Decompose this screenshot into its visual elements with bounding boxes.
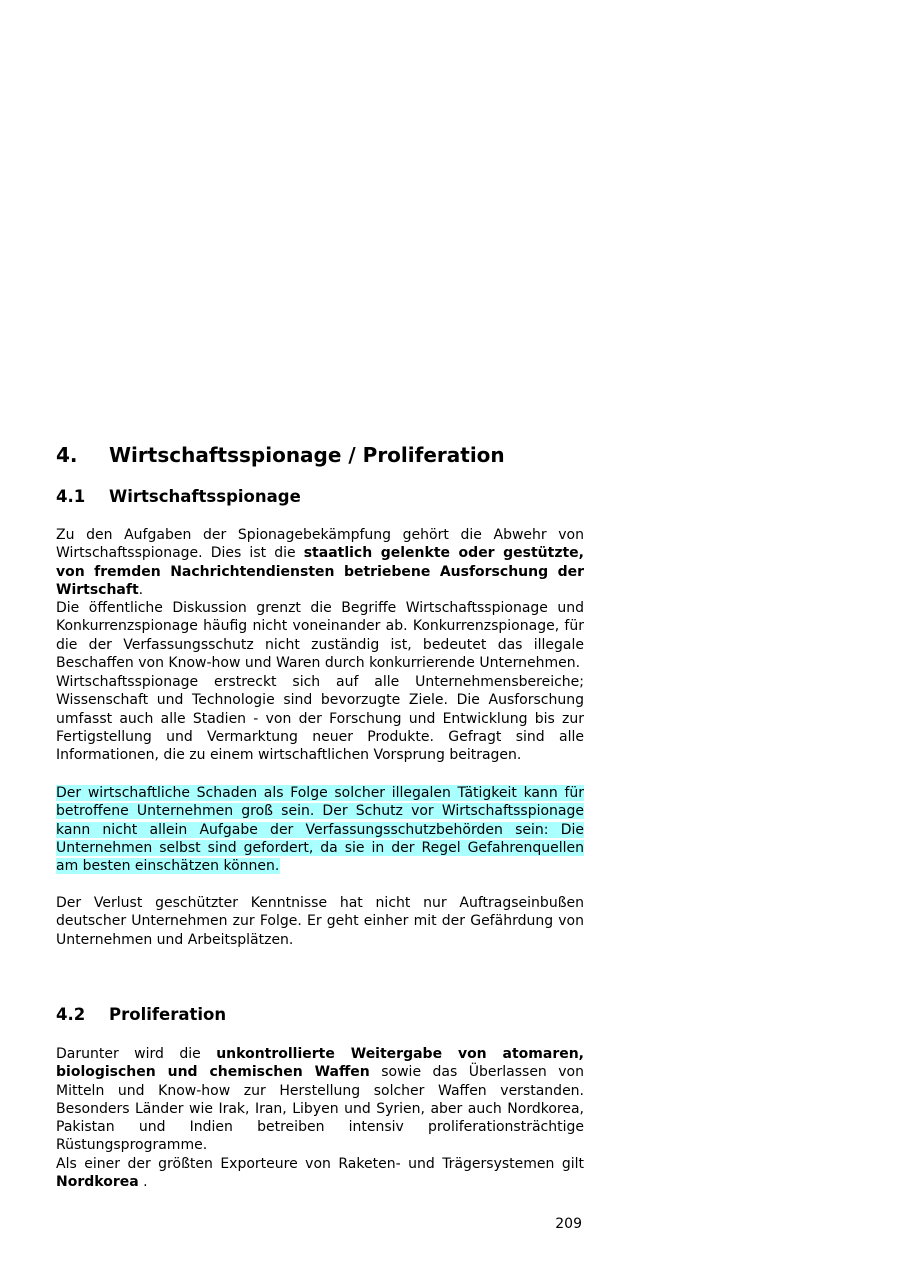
paragraph-text: . [138, 581, 144, 598]
paragraph-text: Wirtschaftsspionage erstreckt sich auf alle Unternehmensbereiche; Wissenschaft und Technologie sind bevorzugte Ziele. Die Ausforschung umfasst auch alle Stadien - von der Forschung und Entwicklung bis zur Fertigstellung und Vermarktung neuer Produkte. Gefragt sind alle Informationen, die zu einem wirtschaftlichen Vorsprung beitragen. [56, 674, 584, 764]
paragraph-text: Als einer der größten Exporteure von Raketen- und Trägersystemen gilt [56, 1156, 584, 1172]
section-4-1-heading [56, 486, 301, 508]
section-4-1-title: Wirtschaftsspionage [109, 487, 301, 506]
section-4-title: Wirtschaftsspionage / Proliferation [109, 443, 505, 467]
paragraph-text: Zu den Aufgaben der Spionagebekämpfung gehört die Abwehr von Wirtschaftsspionage. Dies ist die [56, 527, 584, 562]
paragraph-text: Darunter wird die [56, 1046, 217, 1062]
paragraph-bold-text: unkontrollierte Weitergabe von atomaren, biologischen und chemischen Waffen [56, 1046, 585, 1081]
paragraph-text: sowie das Überlassen von Mitteln und Know-how zur Herstellung solcher Waffen verstanden. Besonders Länder wie Irak, Iran, Libyen und Syrien, aber auch Nordkorea, Pakistan und Indien betreiben intensiv proliferationsträchtige Rüstungsprogramme. [56, 1064, 584, 1154]
section-4-2-heading [56, 1004, 226, 1026]
paragraph-knowledge-loss [56, 894, 584, 949]
section-4-heading [56, 443, 505, 467]
page-number: 209 [555, 1216, 582, 1232]
paragraph-proliferation-definition [56, 1045, 584, 1155]
highlighted-text: Der wirtschaftliche Schaden als Folge solcher illegalen Tätigkeit kann für betroffene Unternehmen groß sein. Der Schutz vor Wirtschaftsspionage kann nicht allein Aufgabe der Verfassungsschutzbehörden sein: Die Unternehmen selbst sind gefordert, da sie in der Regel Gefahrenquellen am besten einschätzen können. [56, 785, 584, 875]
section-4-number: 4. [56, 443, 78, 467]
paragraph-espionage-scope [56, 673, 584, 764]
paragraph-text: Der Verlust geschützter Kenntnisse hat nicht nur Auftragseinbußen deutscher Unternehmen zur Folge. Er geht einher mit der Gefährdung von Unternehmen und Arbeitsplätzen. [56, 895, 584, 948]
section-4-1-number: 4.1 [56, 487, 86, 506]
paragraph-text: . [138, 1174, 148, 1191]
paragraph-espionage-definition [56, 526, 584, 672]
paragraph-bold-text: Nordkorea [56, 1174, 139, 1191]
section-4-2-title: Proliferation [109, 1005, 227, 1024]
paragraph-text: Die öffentliche Diskussion grenzt die Begriffe Wirtschaftsspionage und Konkurrenzspionage häufig nicht voneinander ab. Konkurrenzspionage, für die der Verfassungsschutz nicht zuständig ist, bedeutet das illegale Beschaffen von Know-how und Waren durch konkurrierende Unternehmen. [56, 600, 584, 672]
paragraph-economic-damage [56, 784, 584, 875]
section-4-2-number: 4.2 [56, 1005, 86, 1024]
paragraph-north-korea [56, 1155, 584, 1192]
paragraph-bold-text: staatlich gelenkte oder gestützte, von fremden Nachrichtendiensten betriebene Ausforschung der Wirtschaft [56, 545, 584, 598]
